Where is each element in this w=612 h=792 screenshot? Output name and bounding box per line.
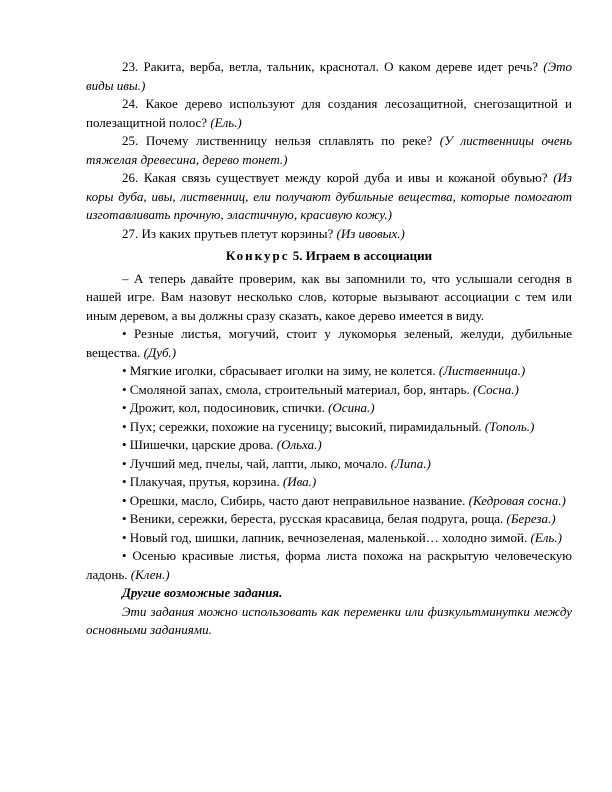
list-item: • Смоляной запах, смола, строительный материал, бор, янтарь. (Сосна.) — [122, 381, 519, 397]
list-item: • Шишечки, царские дрова. (Ольха.) — [122, 437, 322, 452]
list-item: • Плакучая, прутья, корзина. (Ива.) — [122, 474, 317, 489]
question-24: 24. Какое дерево используют для создания лесозащитной, снегозащитной и полезащитной полос? (Ель.) — [86, 96, 572, 130]
list-item: • Лучший мед, пчелы, чай, лапти, лыко, мочало. (Липа.) — [122, 455, 431, 471]
intro-paragraph: – А теперь давайте проверим, как вы запомнили то, что услышали сегодня в нашей игре. Вам назовут несколько слов, которые вызывают ассоциации с тем или иным деревом, а вы должны сразу сказать, какое дерево имеется в виду. — [86, 270, 572, 323]
list-item: • Мягкие иголки, сбрасывает иголки на зиму, не колется. (Лиственница.) — [122, 363, 526, 378]
list-item: • Новый год, шишки, лапник, вечнозеленая, маленькой… холодно зимой. (Ель.) — [122, 529, 562, 545]
question-26: 26. Какая связь существует между корой дуба и ивы и кожаной обувью? (Из коры дуба, ивы, лиственниц, ели получают дубильные вещества, которые помогают изготавливать прочную, эластичную, красивую кожу.) — [86, 170, 572, 222]
list-item: • Веники, сережки, береста, русская красавица, белая подруга, роща. (Береза.) — [122, 511, 556, 526]
other-tasks-note: Эти задания можно использовать как переменки или физкультминутки между основными заданиями. — [86, 603, 572, 637]
document-body — [86, 58, 572, 640]
question-27: 27. Из каких прутьев плетут корзины? (Из ивовых.) — [122, 225, 405, 241]
question-23: 23. Ракита, верба, ветла, тальник, краснотал. О каком дереве идет речь? (Это виды ивы.) — [86, 59, 572, 93]
list-item: • Осенью красивые листья, форма листа похожа на раскрытую человеческую ладонь. (Клен.) — [86, 548, 572, 582]
list-item: • Орешки, масло, Сибирь, часто дают неправильное название. (Кедровая сосна.) — [122, 492, 566, 508]
list-item: • Пух; сережки, похожие на гусеницу; высокий, пирамидальный. (Тополь.) — [122, 418, 535, 434]
list-item: • Дрожит, кол, подосиновик, спички. (Осина.) — [122, 400, 375, 415]
question-25: 25. Почему лиственницу нельзя сплавлять по реке? (У лиственницы очень тяжелая древесина, дерево тонет.) — [86, 133, 572, 167]
list-item: • Резные листья, могучий, стоит у лукоморья зеленый, желуди, дубильные вещества. (Дуб.) — [86, 326, 572, 360]
other-tasks-title: Другие возможные задания. — [122, 585, 283, 600]
section-heading: Конкурс 5. Играем в ассоциации — [225, 248, 433, 263]
